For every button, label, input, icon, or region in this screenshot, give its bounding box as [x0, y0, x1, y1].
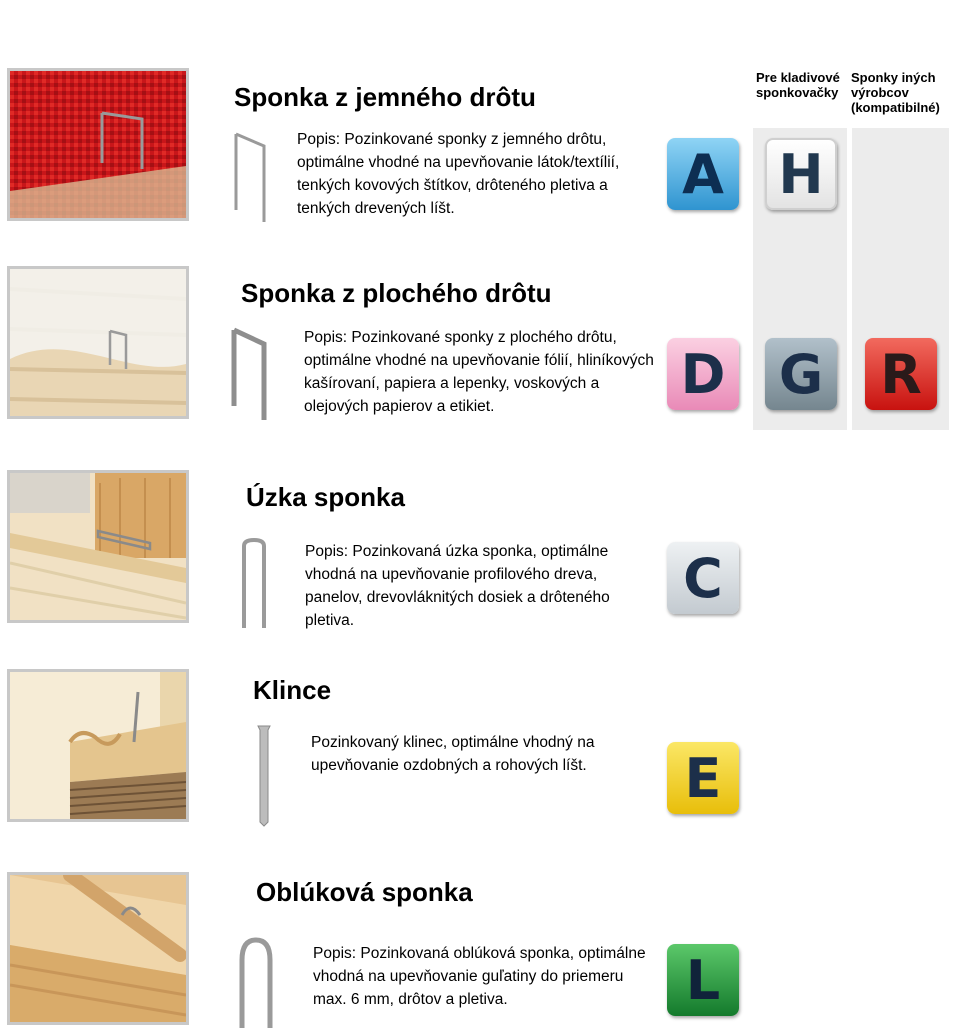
photo-wood-panel — [7, 470, 189, 623]
photo-moulding-nail — [7, 669, 189, 822]
row-title: Sponka z plochého drôtu — [241, 278, 552, 308]
row-description: Popis: Pozinkované sponky z plochého drôtu, optimálne vhodné na upevňovanie fólií, hliníkových kašírovaní, papiera a lepenky, voskových a olejových papierov a etikiet. — [304, 329, 654, 415]
row-description: Pozinkovaný klinec, optimálne vhodný na upevňovanie ozdobných a rohových líšt. — [311, 734, 595, 774]
code-badge-g: G — [765, 338, 837, 410]
narrow-staple-icon — [236, 536, 272, 632]
fine-wire-staple-icon — [230, 130, 270, 226]
column-header-hammer: Pre kladivové sponkovačky — [756, 70, 840, 100]
code-badge-d: D — [667, 338, 739, 410]
row-title: Oblúková sponka — [256, 877, 473, 907]
row-title: Klince — [253, 675, 332, 705]
row-title: Úzka sponka — [246, 482, 405, 512]
arc-staple-icon — [236, 936, 276, 1032]
photo-dowel — [7, 872, 189, 1025]
code-badge-l: L — [667, 944, 739, 1016]
flat-wire-staple-icon — [228, 326, 272, 424]
row-title: Sponka z jemného drôtu — [234, 82, 536, 112]
photo-fabric — [7, 68, 189, 221]
photo-foil-on-wood — [7, 266, 189, 419]
column-header-other: Sponky iných výrobcov (kompatibilné) — [851, 70, 940, 115]
code-badge-a: A — [667, 138, 739, 210]
code-badge-e: E — [667, 742, 739, 814]
code-badge-r: R — [865, 338, 937, 410]
row-description: Popis: Pozinkovaná oblúková sponka, optimálne vhodná na upevňovanie guľatiny do priemeru max. 6 mm, drôtov a pletiva. — [313, 945, 646, 1008]
row-description: Popis: Pozinkované sponky z jemného drôtu, optimálne vhodné na upevňovanie látok/textílií, tenkých kovových štítkov, drôteného pletiva a tenkých drevených líšt. — [297, 131, 620, 217]
code-badge-h: H — [765, 138, 837, 210]
nail-icon — [252, 722, 276, 828]
row-description: Popis: Pozinkovaná úzka sponka, optimálne vhodná na upevňovanie profilového dreva, panelov, drevovláknitých dosiek a drôteného pletiva. — [305, 543, 610, 629]
code-badge-c: C — [667, 542, 739, 614]
